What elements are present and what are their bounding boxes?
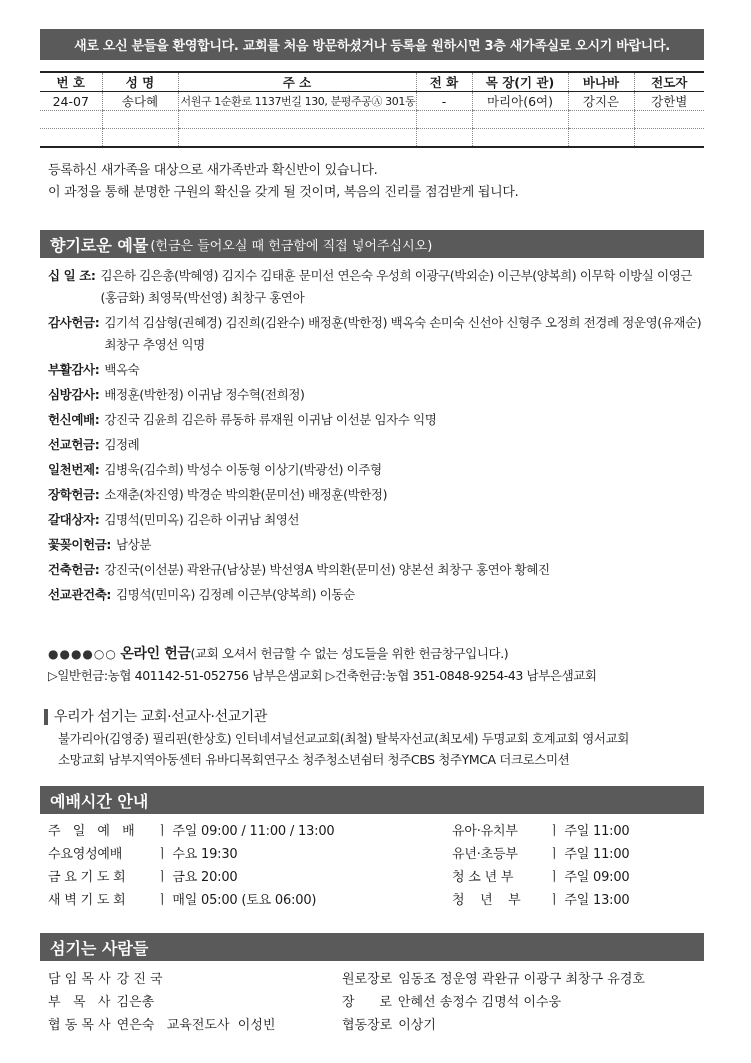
- staff-value: 연은숙 교육전도사 이성빈: [116, 1018, 276, 1033]
- staff-label: 담 임 목 사: [48, 972, 111, 987]
- offering-list: [48, 265, 708, 606]
- new-member-table: [40, 71, 704, 148]
- worship-label: 유년·초등부: [452, 847, 518, 862]
- worship-time: 주일 11:00: [564, 847, 630, 862]
- list-item: [48, 409, 708, 431]
- table-row: [40, 111, 704, 129]
- offering-label: 헌신예배:: [48, 412, 100, 427]
- table-row: [40, 129, 704, 147]
- list-item: [48, 1014, 275, 1037]
- staff-value: 김은총: [116, 995, 155, 1010]
- offering-names: 소재춘(차진영) 박경순 박의환(문미선) 배정훈(박한정): [104, 487, 388, 502]
- list-item: [48, 359, 708, 381]
- offering-label: 선교관건축:: [48, 587, 111, 602]
- cell-barnabas: 강지은: [568, 92, 634, 111]
- online-offering-desc: (교회 오셔서 헌금할 수 없는 성도들을 위한 헌금창구입니다.): [190, 646, 509, 661]
- list-item: [342, 991, 645, 1014]
- worship-time: 주일 09:00: [564, 870, 630, 885]
- mission-title: 우리가 섬기는 교회·선교사·선교기관: [54, 709, 268, 725]
- notice-line: 이 과정을 통해 분명한 구원의 확신을 갖게 될 것이며, 복음의 진리를 점검받게 됩니다.: [48, 185, 519, 200]
- offering-label: 감사헌금:: [48, 315, 100, 330]
- mission-line: 소망교회 남부지역아동센터 유바디목회연구소 청주청소년쉼터 청주CBS 청주YMCA 더크로스미션: [58, 752, 570, 767]
- worship-left-column: [48, 820, 335, 912]
- offering-section-header: [40, 230, 704, 258]
- col-header-barnabas: 바나바: [568, 72, 634, 92]
- worship-label: 새 벽 기 도 회: [48, 893, 126, 908]
- col-header-group: 목 장(기 관): [472, 72, 568, 92]
- notice-line: 등록하신 새가족을 대상으로 새가족반과 확신반이 있습니다.: [48, 163, 378, 178]
- offering-label: 갈대상자:: [48, 512, 100, 527]
- offering-label: 십 일 조:: [48, 268, 96, 283]
- separator: ㅣ: [156, 893, 169, 908]
- worship-right-column: [452, 820, 629, 912]
- staff-value: 안혜선 송정수 김명석 이수웅: [397, 995, 562, 1010]
- offering-names: 배정훈(박한정) 이귀남 정수혁(전희정): [104, 387, 305, 402]
- welcome-banner: [40, 29, 704, 60]
- cell-phone: [416, 129, 472, 147]
- worship-section-header: [40, 786, 704, 814]
- offering-subtitle: (헌금은 들어오실 때 헌금함에 직접 넣어주십시오): [150, 238, 433, 254]
- list-item: [48, 265, 708, 309]
- list-item: [48, 991, 275, 1014]
- list-item: [48, 843, 335, 866]
- online-offering-title: 온라인 헌금: [120, 646, 191, 662]
- list-item: [452, 889, 629, 912]
- offering-names: 김명석(민미옥) 김은하 이귀남 최영선: [104, 512, 300, 527]
- list-item: [48, 820, 335, 843]
- mission-body: [44, 728, 708, 770]
- cell-number: 24-07: [40, 92, 102, 111]
- list-item: [48, 584, 708, 606]
- table-header-row: [40, 72, 704, 92]
- separator: ㅣ: [156, 870, 169, 885]
- mission-heading: [44, 706, 708, 728]
- separator: ㅣ: [156, 824, 169, 839]
- list-item: [342, 1014, 645, 1037]
- staff-value: 강 진 국: [116, 972, 163, 987]
- separator: ㅣ: [548, 847, 561, 862]
- worship-time: 주일 13:00: [564, 893, 630, 908]
- list-item: [48, 434, 708, 456]
- offering-names: 강진국 김윤희 김은하 류동하 류재원 이귀남 이선분 임자수 익명: [104, 412, 437, 427]
- staff-label: 협동장로: [342, 1018, 393, 1033]
- staff-label: 원로장로: [342, 972, 393, 987]
- list-item: [452, 820, 629, 843]
- col-header-phone: 전 화: [416, 72, 472, 92]
- cell-number: [40, 129, 102, 147]
- worship-label: 청 년 부: [452, 893, 521, 908]
- staff-section-header: [40, 933, 704, 961]
- list-item: [48, 866, 335, 889]
- staff-right-column: [342, 968, 645, 1037]
- separator: ㅣ: [548, 824, 561, 839]
- staff-label: 부 목 사: [48, 995, 111, 1010]
- list-item: [48, 968, 275, 991]
- welcome-text: 새로 오신 분들을 환영합니다. 교회를 처음 방문하셨거나 등록을 원하시면 3층 새가족실로 오시기 바랍니다.: [74, 39, 670, 54]
- new-member-notice: [48, 160, 518, 204]
- online-offering-heading: [48, 643, 708, 665]
- cell-barnabas: [568, 129, 634, 147]
- worship-label: 청 소 년 부: [452, 870, 514, 885]
- cell-group: 마리아(6여): [472, 92, 568, 111]
- worship-label: 금 요 기 도 회: [48, 870, 126, 885]
- list-item: [48, 889, 335, 912]
- offering-names: 김정례: [104, 437, 140, 452]
- worship-time: 수요 19:30: [172, 847, 238, 862]
- list-item: [48, 384, 708, 406]
- cell-phone: [416, 111, 472, 129]
- worship-label: 주 일 예 배: [48, 824, 139, 839]
- offering-names: 남상분: [115, 537, 152, 552]
- col-header-name: 성 명: [102, 72, 178, 92]
- list-item: [452, 843, 629, 866]
- list-item: [48, 509, 708, 531]
- separator: ㅣ: [548, 893, 561, 908]
- staff-label: 장 로: [342, 995, 392, 1010]
- worship-time: 금요 20:00: [172, 870, 238, 885]
- bar-marker-icon: [44, 709, 48, 725]
- table-row: [40, 92, 704, 111]
- cell-address: 서원구 1순환로 1137번길 130, 분평주공Ⓐ 301동: [178, 92, 416, 111]
- list-item: [48, 312, 708, 356]
- offering-names: 김병욱(김수희) 박성수 이동형 이상기(박광선) 이주형: [104, 462, 382, 477]
- staff-title: 섬기는 사람들: [50, 938, 149, 958]
- dots-icon: ●●●●○○: [48, 647, 117, 661]
- cell-number: [40, 111, 102, 129]
- cell-group: [472, 129, 568, 147]
- cell-address: [178, 111, 416, 129]
- list-item: [342, 968, 645, 991]
- cell-name: 송다혜: [102, 92, 178, 111]
- cell-group: [472, 111, 568, 129]
- cell-evangelist: [634, 111, 704, 129]
- worship-time: 주일 11:00: [564, 824, 630, 839]
- cell-address: [178, 129, 416, 147]
- offering-names: 김은하 김은총(박혜영) 김지수 김태훈 문미선 연은숙 우성희 이광구(박외순) 이근부(양복희) 이무학 이방실 이영근(홍금화) 최영묵(박선영) 최창구 홍연아: [100, 268, 693, 305]
- staff-label: 협 동 목 사: [48, 1018, 111, 1033]
- worship-title: 예배시간 안내: [50, 791, 149, 811]
- worship-time: 주일 09:00 / 11:00 / 13:00: [172, 824, 335, 839]
- mission-section: [44, 706, 708, 770]
- col-header-number: 번 호: [40, 72, 102, 92]
- bank-accounts: ▷일반헌금:농협 401142-51-052756 남부은샘교회 ▷건축헌금:농협 351-0848-9254-43 남부은샘교회: [48, 668, 597, 683]
- staff-value: 이상기: [398, 1018, 436, 1033]
- cell-phone: -: [416, 92, 472, 111]
- list-item: [48, 534, 708, 556]
- offering-label: 일천번제:: [48, 462, 100, 477]
- offering-title: 향기로운 예물: [50, 235, 149, 255]
- staff-value: 임동조 정운영 곽완규 이광구 최창구 유경호: [398, 972, 645, 987]
- list-item: [48, 459, 708, 481]
- worship-label: 유아·유치부: [452, 824, 518, 839]
- offering-names: 강진국(이선분) 곽완규(남상분) 박선영A 박의환(문미선) 양본선 최창구 홍연아 황혜진: [104, 562, 550, 577]
- cell-barnabas: [568, 111, 634, 129]
- list-item: [48, 484, 708, 506]
- mission-line: 불가리아(김영중) 필리핀(한상호) 인터네셔널선교교회(최철) 탈북자선교(최모세) 두명교회 호계교회 영서교회: [58, 731, 629, 746]
- col-header-evangelist: 전도자: [634, 72, 704, 92]
- list-item: [48, 559, 708, 581]
- offering-names: 김기석 김삼형(권혜경) 김진희(김완수) 배정훈(박한정) 백옥숙 손미숙 신선아 신형주 오정희 전경례 정운영(유재순) 최창구 추영선 익명: [104, 315, 702, 352]
- cell-name: [102, 111, 178, 129]
- list-item: [452, 866, 629, 889]
- separator: ㅣ: [548, 870, 561, 885]
- staff-left-column: [48, 968, 275, 1037]
- offering-label: 부활감사:: [48, 362, 100, 377]
- offering-names: 김명석(민미옥) 김정례 이근부(양복희) 이동순: [115, 587, 355, 602]
- cell-name: [102, 129, 178, 147]
- worship-time: 매일 05:00 (토요 06:00): [172, 893, 317, 908]
- col-header-address: 주 소: [178, 72, 416, 92]
- cell-evangelist: 강한별: [634, 92, 704, 111]
- offering-label: 꽃꽂이헌금:: [48, 537, 111, 552]
- offering-label: 장학헌금:: [48, 487, 100, 502]
- offering-label: 건축헌금:: [48, 562, 100, 577]
- separator: ㅣ: [156, 847, 169, 862]
- online-offering: [48, 643, 708, 687]
- worship-label: 수요영성예배: [48, 847, 123, 862]
- cell-evangelist: [634, 129, 704, 147]
- offering-label: 선교헌금:: [48, 437, 100, 452]
- offering-label: 심방감사:: [48, 387, 100, 402]
- offering-names: 백옥숙: [104, 362, 140, 377]
